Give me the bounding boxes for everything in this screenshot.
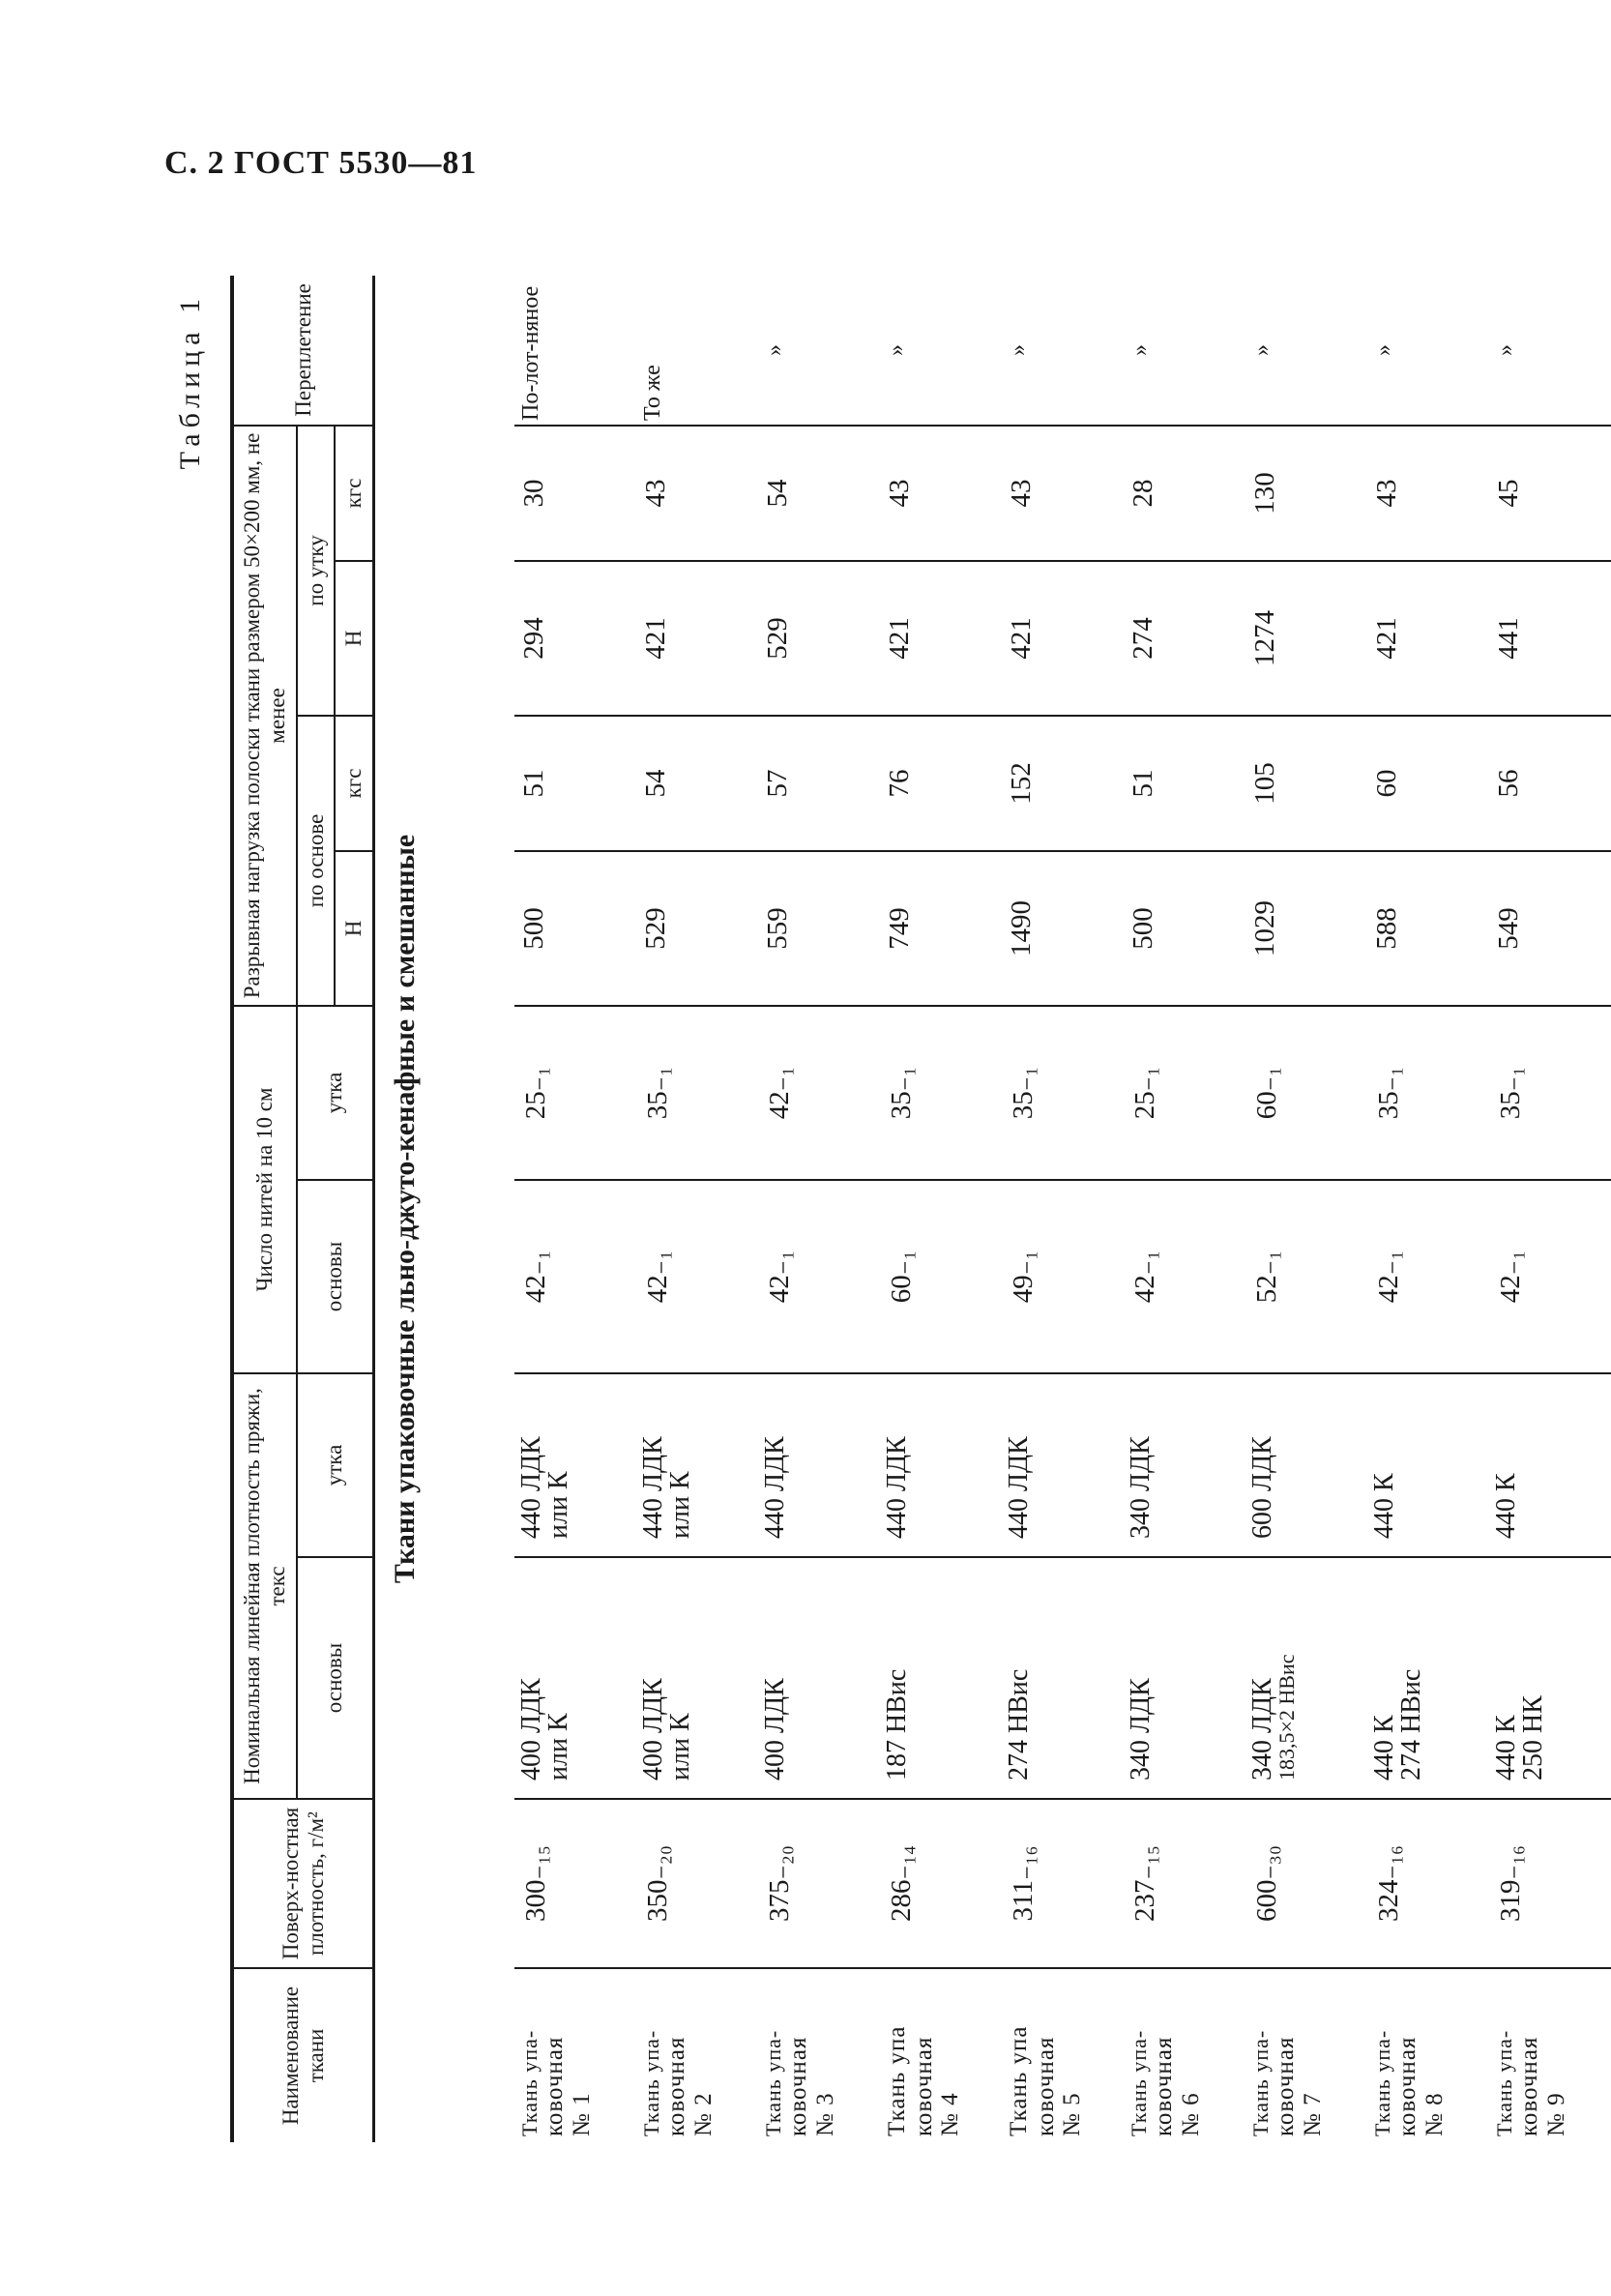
- load-warp-kgs: 57: [758, 716, 880, 851]
- surface-density: 319₋₁₆: [1489, 1799, 1611, 1968]
- load-weft-kgs: 28: [1124, 426, 1245, 561]
- yarn-warp: [1124, 1557, 1245, 1799]
- fabric-name-line: ковочная: [910, 2036, 937, 2136]
- threads-weft: 42₋₁: [758, 1006, 880, 1180]
- threads-warp: 42₋₁: [514, 1180, 636, 1373]
- col-weft-kgs-header: кгс: [335, 426, 373, 561]
- threads-warp: 60₋₁: [880, 1180, 1002, 1373]
- load-warp-n: 559: [758, 851, 880, 1006]
- yarn-weft-line: 440 ЛДК: [516, 1436, 546, 1539]
- weave-type: То же: [640, 365, 665, 421]
- col-yarn-group-header: Номинальная линейная плотность пряжи, текс: [232, 1373, 297, 1799]
- threads-weft: 35₋₁: [1002, 1006, 1124, 1180]
- yarn-weft-line: 440 К: [1369, 1473, 1399, 1539]
- fabric-name-line: ковочная: [1394, 2036, 1421, 2136]
- fabric-name: [880, 1968, 1002, 2142]
- col-load-weft-header: по утку: [297, 426, 336, 716]
- load-warp-n: 529: [636, 851, 758, 1006]
- yarn-warp-line: 440 К: [1491, 1715, 1521, 1781]
- yarn-weft: [1124, 1373, 1245, 1557]
- load-warp-n: 549: [1489, 851, 1611, 1006]
- yarn-warp: [1489, 1557, 1611, 1799]
- col-threads-warp-header: основы: [297, 1180, 374, 1373]
- fabric-name-line: Ткань упа-: [639, 2029, 663, 2136]
- page-header: С. 2 ГОСТ 5530—81: [164, 145, 478, 181]
- threads-weft: 35₋₁: [1367, 1006, 1489, 1180]
- load-weft-n: 294: [514, 561, 636, 716]
- table-row: [1367, 276, 1489, 2142]
- load-warp-kgs: 152: [1002, 716, 1124, 851]
- section-row: [374, 276, 515, 2142]
- yarn-warp-line: 187 НВис: [882, 1668, 912, 1781]
- col-weft-n-header: Н: [335, 561, 373, 716]
- yarn-warp: [758, 1557, 880, 1799]
- threads-weft: 35₋₁: [880, 1006, 1002, 1180]
- fabric-name-line: ковочная: [1273, 2036, 1300, 2136]
- threads-weft: 35₋₁: [1489, 1006, 1611, 1180]
- load-warp-n: 500: [1124, 851, 1245, 1006]
- load-weft-n: 421: [636, 561, 758, 716]
- fabric-name-line: ковочная: [1151, 2036, 1178, 2136]
- threads-warp: 42₋₁: [1124, 1180, 1245, 1373]
- yarn-warp-line: 274 НВис: [1004, 1668, 1034, 1781]
- fabric-name-line: Ткань упа-: [517, 2029, 542, 2136]
- load-warp-n: 1029: [1245, 851, 1367, 1006]
- fabric-name-line: ковочная: [663, 2036, 690, 2136]
- table-row: [880, 276, 1002, 2142]
- rotated-table-page: [174, 276, 1569, 2142]
- load-warp-n: 588: [1367, 851, 1489, 1006]
- load-weft-kgs: 54: [758, 426, 880, 561]
- fabric-name-line: Ткань упа-: [761, 2029, 785, 2136]
- load-warp-n: 1490: [1002, 851, 1124, 1006]
- section-title: Ткани упаковочные льно-джуто-кенафные и смешанные: [374, 276, 515, 2142]
- load-warp-kgs: 76: [880, 716, 1002, 851]
- weave-type: »: [884, 343, 909, 356]
- col-threads-group-header: Число нитей на 10 см: [232, 1006, 297, 1373]
- yarn-weft-line: или К: [543, 1471, 573, 1539]
- threads-warp: 42₋₁: [758, 1180, 880, 1373]
- fabric-name: [1367, 1968, 1489, 2142]
- fabric-name-line: ковочная: [785, 2036, 812, 2136]
- surface-density: 350₋₂₀: [636, 1799, 758, 1968]
- table-caption: Таблица 1: [174, 293, 206, 470]
- surface-density: 286₋₁₄: [880, 1799, 1002, 1968]
- table-body: [374, 276, 1611, 2142]
- fabric-spec-table: [230, 276, 1611, 2142]
- fabric-name-line: № 2: [689, 2092, 717, 2136]
- yarn-weft: [880, 1373, 1002, 1557]
- fabric-name: [758, 1968, 880, 2142]
- col-yarn-warp-header: основы: [297, 1557, 374, 1799]
- yarn-weft: [1002, 1373, 1124, 1557]
- load-weft-kgs: 43: [636, 426, 758, 561]
- yarn-warp: [1245, 1557, 1367, 1799]
- weave-type: »: [1371, 343, 1396, 356]
- threads-warp: 49₋₁: [1002, 1180, 1124, 1373]
- yarn-warp-line: 340 ЛДК: [1126, 1678, 1156, 1781]
- yarn-warp-line: 400 ЛДК: [760, 1678, 790, 1781]
- yarn-warp-line: 400 ЛДК: [638, 1678, 668, 1781]
- surface-density: 300₋₁₅: [514, 1799, 636, 1968]
- surface-density: 237₋₁₅: [1124, 1799, 1245, 1968]
- weave-type: »: [1128, 343, 1153, 356]
- fabric-name-line: № 5: [1059, 2092, 1085, 2136]
- yarn-warp-line: 250 НК: [1518, 1695, 1548, 1781]
- surface-density: 600₋₃₀: [1245, 1799, 1367, 1968]
- weave-type: »: [1006, 343, 1031, 356]
- fabric-name-line: № 6: [1177, 2092, 1204, 2136]
- load-warp-kgs: 54: [636, 716, 758, 851]
- threads-warp: 42₋₁: [1489, 1180, 1611, 1373]
- yarn-weft: [1367, 1373, 1489, 1557]
- yarn-warp-line: 183,5×2 НВис: [1274, 1654, 1299, 1781]
- fabric-name-line: № 9: [1542, 2092, 1569, 2136]
- threads-weft: 35₋₁: [636, 1006, 758, 1180]
- yarn-warp-line: 440 К: [1369, 1715, 1399, 1781]
- load-weft-kgs: 30: [514, 426, 636, 561]
- load-warp-kgs: 51: [1124, 716, 1245, 851]
- yarn-warp-line: или К: [665, 1713, 695, 1781]
- table-row: [1124, 276, 1245, 2142]
- yarn-weft: [758, 1373, 880, 1557]
- yarn-warp: [1002, 1557, 1124, 1799]
- weave-type: »: [1493, 343, 1518, 356]
- fabric-name-line: Ткань упа: [884, 2025, 910, 2136]
- load-warp-kgs: 51: [514, 716, 636, 851]
- threads-weft: 25₋₁: [1124, 1006, 1245, 1180]
- load-warp-kgs: 60: [1367, 716, 1489, 851]
- fabric-name-line: ковочная: [542, 2036, 569, 2136]
- yarn-weft: [514, 1373, 636, 1557]
- col-load-group-header: Разрывная нагрузка полоски ткани размером 50×200 мм, не менее: [232, 426, 297, 1006]
- load-weft-n: 274: [1124, 561, 1245, 716]
- load-weft-kgs: 43: [1367, 426, 1489, 561]
- table-row: [636, 276, 758, 2142]
- col-weave-header: Переплетение: [232, 276, 374, 426]
- col-warp-n-header: Н: [335, 851, 373, 1006]
- table-row: [514, 276, 636, 2142]
- yarn-weft: [636, 1373, 758, 1557]
- col-warp-kgs-header: кгс: [335, 716, 373, 851]
- table-row: [1489, 276, 1611, 2142]
- table-row: [1245, 276, 1367, 2142]
- fabric-name-line: № 7: [1299, 2092, 1326, 2136]
- fabric-name: [1489, 1968, 1611, 2142]
- fabric-name-line: Ткань упа-: [1492, 2029, 1516, 2136]
- fabric-name-line: ковочная: [1032, 2036, 1059, 2136]
- weave-type: По-лот-няное: [518, 285, 543, 421]
- threads-warp: 52₋₁: [1245, 1180, 1367, 1373]
- col-yarn-weft-header: утка: [297, 1373, 374, 1557]
- fabric-name-line: ковочная: [1516, 2036, 1543, 2136]
- fabric-name-line: Ткань упа-: [1248, 2029, 1273, 2136]
- load-weft-kgs: 130: [1245, 426, 1367, 561]
- col-threads-weft-header: утка: [297, 1006, 374, 1180]
- fabric-name-line: Ткань упа-: [1127, 2029, 1151, 2136]
- header-row-1: [232, 276, 297, 2142]
- yarn-weft-line: 600 ЛДК: [1247, 1436, 1277, 1539]
- fabric-name-line: № 8: [1421, 2092, 1448, 2136]
- yarn-weft-line: 440 ЛДК: [760, 1436, 790, 1539]
- load-warp-n: 500: [514, 851, 636, 1006]
- yarn-warp: [514, 1557, 636, 1799]
- load-weft-n: 1274: [1245, 561, 1367, 716]
- threads-warp: 42₋₁: [636, 1180, 758, 1373]
- load-weft-kgs: 43: [1002, 426, 1124, 561]
- yarn-weft-line: 440 ЛДК: [882, 1436, 912, 1539]
- yarn-weft-line: 340 ЛДК: [1126, 1436, 1156, 1539]
- yarn-weft: [1245, 1373, 1367, 1557]
- col-density-header: Поверх-ностная плотность, г/м²: [232, 1799, 374, 1968]
- load-warp-kgs: 56: [1489, 716, 1611, 851]
- yarn-warp: [880, 1557, 1002, 1799]
- load-weft-n: 421: [1367, 561, 1489, 716]
- table-wrapper: [230, 276, 1611, 2142]
- yarn-warp-line: 274 НВис: [1396, 1668, 1426, 1781]
- fabric-name: [514, 1968, 636, 2142]
- load-weft-n: 441: [1489, 561, 1611, 716]
- load-warp-n: 749: [880, 851, 1002, 1006]
- yarn-weft-line: 440 ЛДК: [638, 1436, 668, 1539]
- fabric-name: [1124, 1968, 1245, 2142]
- table-row: [758, 276, 880, 2142]
- surface-density: 311₋₁₆: [1002, 1799, 1124, 1968]
- yarn-warp: [1367, 1557, 1489, 1799]
- col-load-warp-header: по основе: [297, 716, 336, 1006]
- load-weft-n: 529: [758, 561, 880, 716]
- fabric-name-line: № 3: [811, 2092, 838, 2136]
- weave-type: »: [1249, 343, 1274, 356]
- surface-density: 324₋₁₆: [1367, 1799, 1489, 1968]
- fabric-name: [1002, 1968, 1124, 2142]
- fabric-name: [636, 1968, 758, 2142]
- load-weft-n: 421: [1002, 561, 1124, 716]
- weave-type: »: [762, 343, 787, 356]
- yarn-weft-line: или К: [665, 1471, 695, 1539]
- fabric-name-line: № 4: [937, 2092, 963, 2136]
- fabric-name-line: Ткань упа: [1006, 2025, 1032, 2136]
- load-weft-kgs: 43: [880, 426, 1002, 561]
- yarn-warp-line: или К: [543, 1713, 573, 1781]
- fabric-name-line: Ткань упа-: [1370, 2029, 1394, 2136]
- threads-weft: 25₋₁: [514, 1006, 636, 1180]
- table-row: [1002, 276, 1124, 2142]
- load-weft-n: 421: [880, 561, 1002, 716]
- yarn-weft: [1489, 1373, 1611, 1557]
- fabric-name: [1245, 1968, 1367, 2142]
- threads-weft: 60₋₁: [1245, 1006, 1367, 1180]
- yarn-warp: [636, 1557, 758, 1799]
- yarn-warp-line: 400 ЛДК: [516, 1678, 546, 1781]
- load-weft-kgs: 45: [1489, 426, 1611, 561]
- surface-density: 375₋₂₀: [758, 1799, 880, 1968]
- fabric-name-line: № 1: [568, 2092, 595, 2136]
- yarn-warp-line: 340 ЛДК: [1247, 1678, 1277, 1781]
- load-warp-kgs: 105: [1245, 716, 1367, 851]
- yarn-weft-line: 440 К: [1491, 1473, 1521, 1539]
- yarn-weft-line: 440 ЛДК: [1004, 1436, 1034, 1539]
- col-name-header: Наименование ткани: [232, 1968, 374, 2142]
- threads-warp: 42₋₁: [1367, 1180, 1489, 1373]
